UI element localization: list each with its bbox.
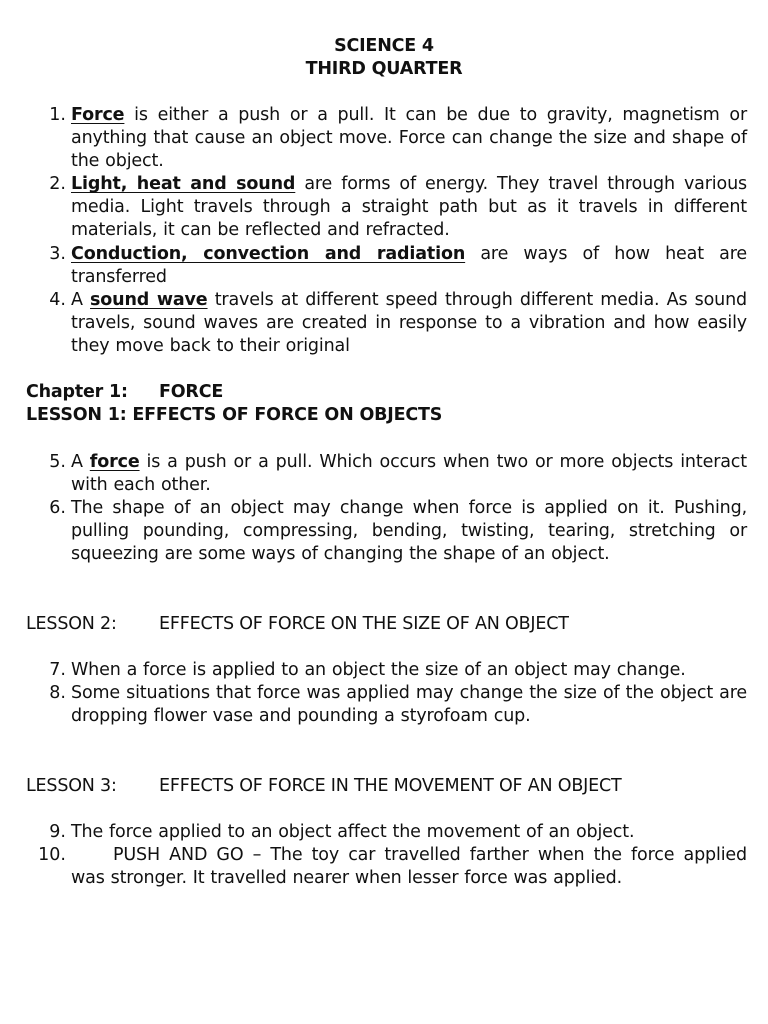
document-subtitle: THIRD QUARTER <box>305 59 463 79</box>
list-item <box>0 821 768 844</box>
key-term: sound wave <box>90 289 208 310</box>
document-header <box>0 35 768 81</box>
lesson2-heading <box>26 613 569 636</box>
item-text: When a force is applied to an object the size of an object may change. <box>71 660 686 680</box>
key-term: Conduction, convection and radiation <box>71 243 466 264</box>
item-number: 1. <box>49 105 66 125</box>
item-number: 2. <box>49 174 66 195</box>
list-item <box>0 243 768 289</box>
lesson3-list <box>0 821 768 890</box>
lesson2-title: EFFECTS OF FORCE ON THE SIZE OF AN OBJECT <box>159 614 569 634</box>
lesson3-heading <box>26 775 622 798</box>
list-item <box>0 844 768 890</box>
item-text: are ways of how heat are transferred <box>71 243 747 287</box>
item-text: travels at different speed through different media. As sound travels, sound waves are created in response to a vibration and how easily they move back to their original <box>71 289 748 356</box>
chapter-label: Chapter 1: <box>26 382 128 402</box>
lesson3-label: LESSON 3: <box>26 776 117 796</box>
item-text: The shape of an object may change when force is applied on it. Pushing, pulling pounding, compressing, bending, twisting, tearing, stretching or squeezing are some ways of changing the shape of an object. <box>71 498 747 565</box>
item-text: are forms of energy. They travel through various media. Light travels through a straight path but as it travels in different materials, it can be reflected and refracted. <box>71 174 747 241</box>
list-item <box>0 659 768 682</box>
item-number: 6. <box>49 498 66 519</box>
chapter-heading <box>26 381 223 404</box>
intro-list <box>0 104 768 358</box>
item-prefix: A <box>71 452 90 472</box>
chapter-title: FORCE <box>159 382 224 402</box>
key-term: Light, heat and sound <box>71 174 296 195</box>
item-text: is either a push or a pull. It can be due to gravity, magnetism or anything that cause an object move. Force can change the size and shape of the object. <box>71 105 747 172</box>
list-item <box>0 682 768 728</box>
item-number: 4. <box>49 289 66 310</box>
key-term: Force <box>71 105 125 125</box>
item-text: PUSH AND GO – The toy car travelled farther when the force applied was stronger. It travelled nearer when lesser force was applied. <box>71 845 747 889</box>
item-number: 8. <box>49 683 66 704</box>
item-number: 9. <box>49 822 66 842</box>
document-title: SCIENCE 4 <box>334 36 434 56</box>
lesson1-heading: LESSON 1: EFFECTS OF FORCE ON OBJECTS <box>26 405 443 425</box>
list-item <box>0 289 768 358</box>
key-term: force <box>89 452 140 472</box>
item-text: is a push or a pull. Which occurs when two or more objects interact with each other. <box>71 452 747 496</box>
list-item <box>0 104 768 173</box>
list-item <box>0 451 768 497</box>
lesson1-list <box>0 451 768 566</box>
item-prefix: A <box>71 289 91 310</box>
item-number: 5. <box>49 452 66 472</box>
lesson2-list <box>0 659 768 728</box>
lesson3-title: EFFECTS OF FORCE IN THE MOVEMENT OF AN OBJECT <box>159 776 622 796</box>
list-item <box>0 173 768 242</box>
list-item <box>0 497 768 566</box>
lesson2-label: LESSON 2: <box>26 614 117 634</box>
item-text: Some situations that force was applied may change the size of the object are dropping flower vase and pounding a styrofoam cup. <box>71 683 747 727</box>
item-number: 10. <box>38 845 66 866</box>
item-text: The force applied to an object affect the movement of an object. <box>71 822 635 842</box>
item-number: 7. <box>49 660 66 680</box>
item-number: 3. <box>49 243 66 264</box>
